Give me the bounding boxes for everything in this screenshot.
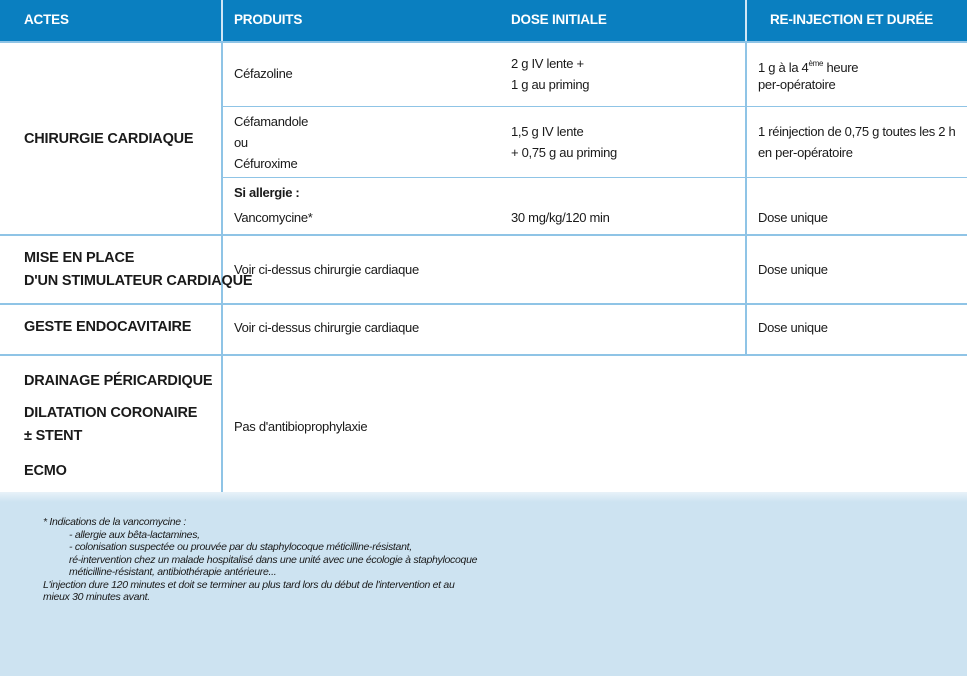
footnote-item: - colonisation suspectée ou prouvée par du staphylocoque méticilline-résistant, bbox=[69, 541, 412, 553]
product-pacemaker: Voir ci-dessus chirurgie cardiaque bbox=[234, 262, 419, 277]
product-cefamandole: Céfamandole bbox=[234, 114, 309, 129]
header-dose-initiale: DOSE INITIALE bbox=[511, 12, 607, 27]
footnote-title: * Indications de la vancomycine : bbox=[43, 516, 187, 528]
product-cefazoline: Céfazoline bbox=[234, 66, 293, 81]
table-header bbox=[0, 0, 967, 41]
reinj-vancomycine: Dose unique bbox=[758, 210, 828, 225]
product-cefuroxime: Céfuroxime bbox=[234, 156, 298, 171]
reinj-endocavitary: Dose unique bbox=[758, 320, 828, 335]
row-divider bbox=[0, 234, 967, 236]
reinj-cefazoline-2: per-opératoire bbox=[758, 77, 836, 92]
reinj-pacemaker: Dose unique bbox=[758, 262, 828, 277]
act-dilatation-coronaire: DILATATION CORONAIRE bbox=[24, 405, 198, 421]
product-endocavitary: Voir ci-dessus chirurgie cardiaque bbox=[234, 320, 419, 335]
header-produits: PRODUITS bbox=[234, 12, 303, 27]
footnote-item: méticilline-résistant, antibiothérapie antérieure... bbox=[69, 566, 277, 578]
row-divider bbox=[0, 354, 967, 356]
footnote-text: L'injection dure 120 minutes et doit se terminer au plus tard lors du début de l'intervention et au bbox=[43, 578, 455, 591]
product-no-prophylaxis: Pas d'antibioprophylaxie bbox=[234, 419, 368, 434]
row-divider bbox=[223, 106, 967, 107]
header-divider bbox=[221, 0, 223, 41]
footnote-text: mieux 30 minutes avant. bbox=[43, 591, 150, 603]
reinj-cefazoline-1: 1 g à la 4ème heure bbox=[758, 59, 859, 75]
footnote-item: - allergie aux bêta-lactamines, bbox=[69, 528, 200, 541]
product-vancomycine: Vancomycine* bbox=[234, 210, 313, 225]
reinj-cefamandole-1: 1 réinjection de 0,75 g toutes les 2 h bbox=[758, 124, 956, 139]
act-stimulateur-cardiaque: D'UN STIMULATEUR CARDIAQUE bbox=[24, 273, 253, 289]
dose-cefazoline-1: 2 g IV lente + bbox=[511, 56, 584, 71]
allergy-label: Si allergie : bbox=[234, 185, 300, 200]
dose-cefamandole-1: 1,5 g IV lente bbox=[511, 124, 584, 139]
reinj-cefamandole-2: en per-opératoire bbox=[758, 145, 853, 160]
header-divider bbox=[745, 0, 747, 41]
dose-cefazoline-2: 1 g au priming bbox=[511, 77, 590, 92]
footnote bbox=[43, 516, 478, 604]
act-stent: ± STENT bbox=[24, 428, 83, 444]
header-actes: ACTES bbox=[24, 12, 69, 27]
act-drainage-pericardique: DRAINAGE PÉRICARDIQUE bbox=[24, 373, 213, 389]
column-divider bbox=[745, 41, 747, 356]
row-divider bbox=[0, 41, 967, 43]
act-geste-endocavitaire: GESTE ENDOCAVITAIRE bbox=[24, 319, 192, 335]
column-divider bbox=[221, 41, 223, 494]
header-reinjection: RE-INJECTION ET DURÉE bbox=[770, 12, 934, 27]
dose-vancomycine: 30 mg/kg/120 min bbox=[511, 210, 610, 225]
act-chirurgie-cardiaque: CHIRURGIE CARDIAQUE bbox=[24, 131, 194, 147]
footnote-item: ré-intervention chez un malade hospitalisé dans une unité avec une écologie à staphylocoque bbox=[69, 553, 478, 566]
row-divider bbox=[223, 177, 967, 178]
act-ecmo: ECMO bbox=[24, 463, 67, 479]
act-mise-en-place: MISE EN PLACE bbox=[24, 250, 135, 266]
footnote-divider-band bbox=[0, 492, 967, 502]
dose-cefamandole-2: + 0,75 g au priming bbox=[511, 145, 617, 160]
product-ou: ou bbox=[234, 135, 248, 150]
row-divider bbox=[0, 303, 967, 305]
